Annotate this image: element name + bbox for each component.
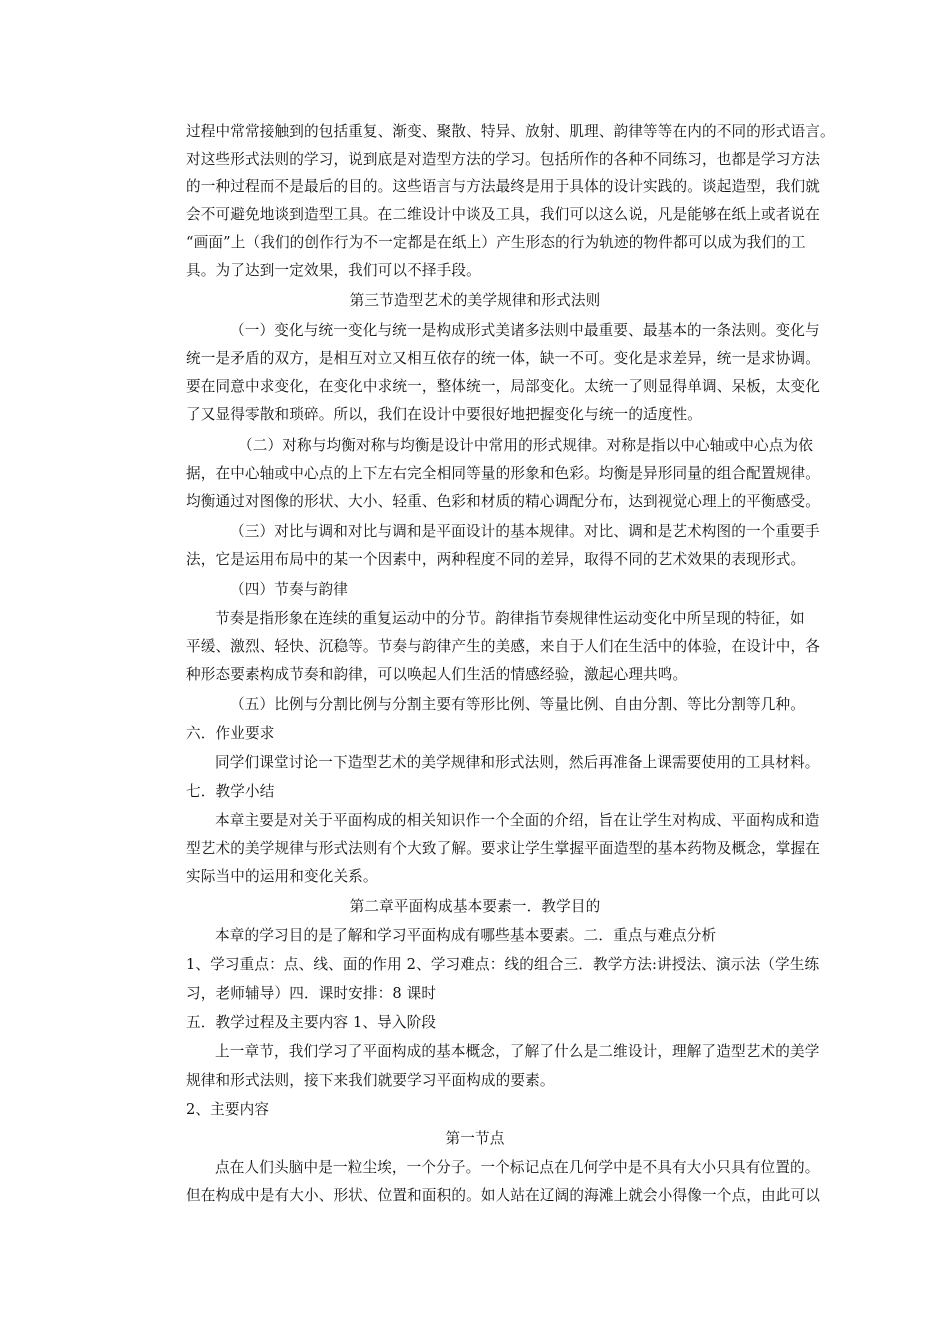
- heading-summary: 七．教学小结: [186, 783, 275, 800]
- body-line-15: （三）对比与调和对比与调和是平面设计的基本规律。对比、调和是艺术构图的一个重要手: [230, 523, 820, 540]
- body-line-8: （一）变化与统一变化与统一是构成形式美诸多法则中最重要、最基本的一条法则。变化与: [230, 322, 820, 339]
- body-line-20: 种形态要素构成节奏和韵律，可以唤起人们生活的情感经验，激起心理共鸣。: [186, 666, 688, 683]
- body-line-1: 过程中常常接触到的包括重复、渐变、聚散、特异、放射、肌理、韵律等等在内的不同的形式语言。: [186, 123, 835, 140]
- body-line-2: 对这些形式法则的学习，说到底是对造型方法的学习。包括所作的各种不同练习，也都是学习方法: [186, 151, 820, 168]
- body-line-32: 五．教学过程及主要内容 1、导入阶段: [186, 1014, 437, 1031]
- body-line-16: 法，它是运用布局中的某一个因素中，两种程度不同的差异，取得不同的艺术效果的表现形式。: [186, 551, 806, 568]
- heading-homework: 六．作业要求: [186, 725, 275, 742]
- body-line-23: 同学们课堂讨论一下造型艺术的美学规律和形式法则，然后再准备上课需要使用的工具材料。: [215, 754, 820, 771]
- body-line-33: 上一章节，我们学习了平面构成的基本概念，了解了什么是二维设计，理解了造型艺术的美学: [215, 1043, 820, 1060]
- body-line-6: 具。为了达到一定效果，我们可以不择手段。: [186, 262, 481, 279]
- body-line-30: 1、学习重点：点、线、面的作用 2、学习难点：线的组合三．教学方法:讲授法、演示法（学生练: [186, 956, 820, 973]
- body-line-25: 本章主要是对关于平面构成的相关知识作一个全面的介绍，旨在让学生对构成、平面构成和造: [215, 812, 820, 829]
- section-heading-3: 第三节造型艺术的美学规律和形式法则: [349, 292, 601, 309]
- body-line-10: 要在同意中求变化，在变化中求统一，整体统一，局部变化。太统一了则显得单调、呆板，太变化: [186, 378, 820, 395]
- section-heading-point: 第一节点: [445, 1130, 505, 1147]
- body-line-35: 2、主要内容: [186, 1101, 270, 1118]
- body-line-11: 了又显得零散和琐碎。所以，我们在设计中要很好地把握变化与统一的适度性。: [186, 406, 703, 423]
- subheading-rhythm: （四）节奏与韵律: [230, 581, 348, 598]
- body-line-18: 节奏是指形象在连续的重复运动中的分节。韵律指节奏规律性运动变化中所呈现的特征，如: [215, 610, 805, 627]
- body-line-4: 会不可避免地谈到造型工具。在二维设计中谈及工具，我们可以这么说，凡是能够在纸上或者说在: [186, 206, 820, 223]
- body-line-5: “画面”上（我们的创作行为不一定都是在纸上）产生形态的行为轨迹的物件都可以成为我们的工: [186, 234, 806, 251]
- body-line-13: 据，在中心轴或中心点的上下左右完全相同等量的形象和色彩。均衡是异形同量的组合配置规律。: [186, 465, 820, 482]
- body-line-27: 实际当中的运用和变化关系。: [186, 868, 378, 885]
- body-line-31: 习，老师辅导）四．课时安排：8 课时: [186, 985, 437, 1002]
- body-line-26: 型艺术的美学规律与形式法则有个大致了解。要求让学生掌握平面造型的基本药物及概念，掌握在: [186, 840, 820, 857]
- body-line-3: 的一种过程而不是最后的目的。这些语言与方法最终是用于具体的设计实践的。谈起造型，我们就: [186, 178, 820, 195]
- body-line-37: 点在人们头脑中是一粒尘埃，一个分子。一个标记点在几何学中是不具有大小只具有位置的。: [215, 1159, 820, 1176]
- body-line-34: 规律和形式法则，接下来我们就要学习平面构成的要素。: [186, 1072, 555, 1089]
- body-line-12: （二）对称与均衡对称与均衡是设计中常用的形式规律。对称是指以中心轴或中心点为依: [238, 437, 814, 454]
- body-line-14: 均衡通过对图像的形状、大小、轻重、色彩和材质的精心调配分布，达到视觉心理上的平衡感受。: [186, 493, 820, 510]
- body-line-21: （五）比例与分割比例与分割主要有等形比例、等量比例、自由分割、等比分割等几种。: [230, 696, 806, 713]
- body-line-29: 本章的学习目的是了解和学习平面构成有哪些基本要素。二．重点与难点分析: [215, 927, 717, 944]
- body-line-9: 统一是矛盾的双方，是相互对立又相互依存的统一体，缺一不可。变化是求差异，统一是求协调。: [186, 350, 820, 367]
- body-line-19: 平缓、激烈、轻快、沉稳等。节奏与韵律产生的美感，来自于人们在生活中的体验，在设计中，各: [186, 638, 820, 655]
- body-line-38: 但在构成中是有大小、形状、位置和面积的。如人站在辽阔的海滩上就会小得像一个点，由此可以: [186, 1187, 820, 1204]
- chapter-heading-2: 第二章平面构成基本要素一．教学目的: [349, 898, 601, 915]
